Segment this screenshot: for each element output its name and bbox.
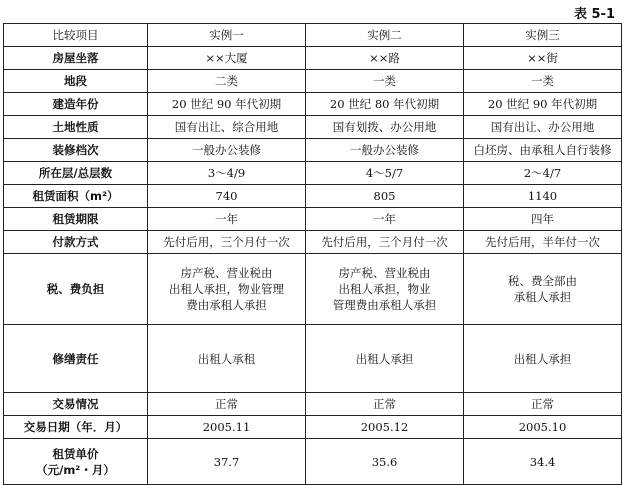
cell-case-2: 房产税、营业税由 出租人承担，物业 管理费由承租人承担 — [306, 254, 464, 325]
cell-case-2: 一般办公装修 — [306, 139, 464, 162]
header-case-2: 实例二 — [306, 24, 464, 47]
cell-case-3: 先付后用，半年付一次 — [464, 231, 622, 254]
comparison-table — [3, 23, 622, 485]
cell-case-3: 2～4/7 — [464, 162, 622, 185]
cell-case-1: 正常 — [148, 393, 306, 416]
cell-case-3: 白坯房、由承租人自行装修 — [464, 139, 622, 162]
cell-case-2: 4～5/7 — [306, 162, 464, 185]
cell-case-3: 一类 — [464, 70, 622, 93]
table-header-row — [4, 24, 622, 47]
row-label: 付款方式 — [4, 231, 148, 254]
header-case-1: 实例一 — [148, 24, 306, 47]
cell-case-1: 2005.11 — [148, 416, 306, 439]
row-label: 所在层/总层数 — [4, 162, 148, 185]
cell-case-1: ××大厦 — [148, 47, 306, 70]
table-row — [4, 208, 622, 231]
cell-case-3: 34.4 — [464, 439, 622, 485]
cell-case-2: 一类 — [306, 70, 464, 93]
cell-case-1: 37.7 — [148, 439, 306, 485]
cell-case-3: 出租人承担 — [464, 325, 622, 393]
cell-case-2: 出租人承担 — [306, 325, 464, 393]
cell-case-3: 四年 — [464, 208, 622, 231]
row-label: 租赁单价 （元/m²・月） — [4, 439, 148, 485]
cell-case-2: 国有划拨、办公用地 — [306, 116, 464, 139]
table-row — [4, 416, 622, 439]
cell-case-1: 一般办公装修 — [148, 139, 306, 162]
header-case-3: 实例三 — [464, 24, 622, 47]
cell-case-3: 20 世纪 90 年代初期 — [464, 93, 622, 116]
table-row — [4, 47, 622, 70]
cell-case-3: 1140 — [464, 185, 622, 208]
cell-case-3: 国有出让、办公用地 — [464, 116, 622, 139]
cell-case-1: 二类 — [148, 70, 306, 93]
cell-case-2: 2005.12 — [306, 416, 464, 439]
cell-case-1: 20 世纪 90 年代初期 — [148, 93, 306, 116]
row-label: 租赁期限 — [4, 208, 148, 231]
cell-case-1: 740 — [148, 185, 306, 208]
cell-case-1: 国有出让、综合用地 — [148, 116, 306, 139]
table-row — [4, 185, 622, 208]
table-row — [4, 93, 622, 116]
cell-case-2: 805 — [306, 185, 464, 208]
row-label: 修缮责任 — [4, 325, 148, 393]
row-label: 房屋坐落 — [4, 47, 148, 70]
row-label: 租赁面积（m²） — [4, 185, 148, 208]
cell-case-1: 3～4/9 — [148, 162, 306, 185]
table-row — [4, 139, 622, 162]
cell-case-3: 正常 — [464, 393, 622, 416]
row-label: 交易日期（年．月） — [4, 416, 148, 439]
table-row — [4, 439, 622, 485]
cell-case-1: 房产税、营业税由 出租人承担，物业管理 费由承租人承担 — [148, 254, 306, 325]
cell-case-2: 正常 — [306, 393, 464, 416]
cell-case-1: 先付后用，三个月付一次 — [148, 231, 306, 254]
cell-case-1: 出租人承租 — [148, 325, 306, 393]
cell-case-3: ××街 — [464, 47, 622, 70]
table-row — [4, 70, 622, 93]
cell-case-2: ××路 — [306, 47, 464, 70]
row-label: 土地性质 — [4, 116, 148, 139]
cell-case-2: 35.6 — [306, 439, 464, 485]
row-label: 税、费负担 — [4, 254, 148, 325]
table-row — [4, 393, 622, 416]
row-label: 建造年份 — [4, 93, 148, 116]
table-row — [4, 116, 622, 139]
cell-case-1: 一年 — [148, 208, 306, 231]
row-label: 交易情况 — [4, 393, 148, 416]
row-label: 地段 — [4, 70, 148, 93]
table-row — [4, 162, 622, 185]
table-row — [4, 231, 622, 254]
table-row — [4, 254, 622, 325]
row-label: 装修档次 — [4, 139, 148, 162]
cell-case-2: 20 世纪 80 年代初期 — [306, 93, 464, 116]
cell-case-2: 一年 — [306, 208, 464, 231]
cell-case-3: 2005.10 — [464, 416, 622, 439]
cell-case-2: 先付后用，三个月付一次 — [306, 231, 464, 254]
table-number-label: 表 5-1 — [573, 7, 615, 22]
cell-case-3: 税、费全部由 承租人承担 — [464, 254, 622, 325]
header-item: 比较项目 — [4, 24, 148, 47]
table-row — [4, 325, 622, 393]
